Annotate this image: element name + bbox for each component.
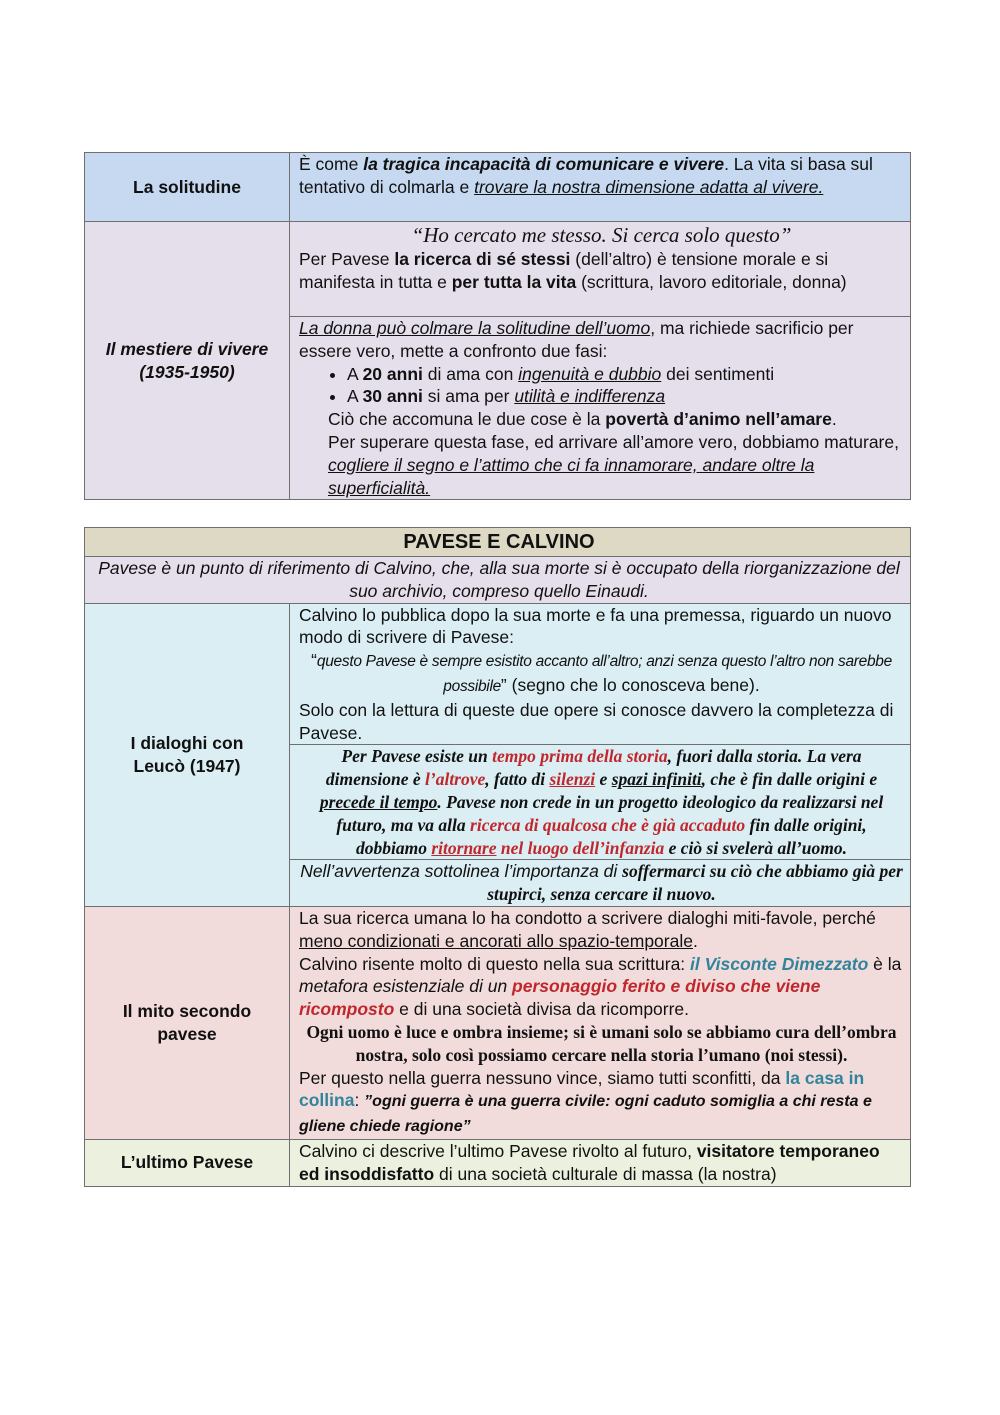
text-span: e di una società divisa da ricomporre. [394,999,690,1020]
text-span: Ciò che accomuna le due cose è la [328,409,606,430]
text-span: si ama per [422,386,515,407]
label-line: I dialoghi con [130,732,244,753]
text-span: trovare la nostra dimensione adatta al vivere. [474,176,824,197]
intro-text: Pavese è un punto di riferimento di Calvino, che, alla sua morte si è occupato della riorganizzazione del suo archivio, compreso quello Einaudi. [85,557,911,604]
text-span: personaggio ferito e diviso che viene ricomposto [299,976,821,1020]
mito-cell [290,906,911,1139]
text-span: . [831,409,837,430]
paragraph [299,907,904,953]
table-row [85,557,911,604]
text-span: tempo prima della storia [492,746,668,767]
dialoghi-premessa-cell [290,603,911,745]
text-span: per tutta la vita [451,271,577,292]
text-span: ingenuità e dubbio [518,363,662,384]
text-span: il Visconte Dimezzato [690,953,869,974]
label-line: Il mestiere di vivere [105,338,269,359]
row-label-dialoghi [85,603,290,906]
text-span: “ [311,650,317,671]
text-span: cogliere il segno e l’attimo che ci fa innamorare, andare oltre la superficialità. [328,454,815,498]
table-pavese-calvino [84,527,911,1187]
text-span: spazi infiniti [611,769,702,790]
text-span: questo Pavese è sempre esistito accanto all’altro; anzi senza questo l’altro non sarebbe possibile [316,653,892,695]
mestiere-ricerca-cell [290,222,911,317]
text-span: 30 anni [362,386,423,407]
table-row [85,906,911,1139]
section-title: PAVESE E CALVINO [85,528,911,557]
text-span: ”ogni guerra è una guerra civile: ogni caduto somiglia a chi resta e gliene chiede ragione” [299,1093,872,1136]
text-span: , ma richiede sacrificio per essere vero, mette a confronto due fasi: [299,318,854,361]
table-row [85,222,911,317]
list-item [347,385,904,408]
label-line: pavese [157,1023,217,1044]
dialoghi-storia-cell [290,745,911,860]
paragraph [299,649,904,699]
solitudine-text [290,153,911,222]
paragraph: Calvino lo pubblica dopo la sua morte e fa una premessa, riguardo un nuovo modo di scrivere di Pavese: [299,604,892,648]
paragraph: Ogni uomo è luce e ombra insieme; si è umani solo se abbiamo cura dell’ombra nostra, solo così possiamo cercare nella storia l’umano (noi stessi). [306,1021,897,1065]
text-span: A [347,363,363,384]
text-span: silenzi [549,769,596,790]
table-row [85,603,911,745]
text-span: visitatore temporaneo ed insoddisfatto [299,1140,880,1184]
row-label-solitudine: La solitudine [85,153,290,222]
text-span: (dell’altro) è tensione morale e si manifesta in tutta e [299,249,829,292]
text-span: La donna può colmare la solitudine dell’uomo [299,318,651,338]
text-span: povertà d’animo nell’amare [605,409,832,430]
text-span: precede il tempo [319,791,438,812]
table-row [85,1139,911,1186]
table-solitudine-mestiere [84,152,911,500]
paragraph [299,1067,904,1139]
row-label-mito [85,906,290,1139]
text-span: Per questo nella guerra nessuno vince, siamo tutti sconfitti, da [299,1067,786,1088]
text-span: ricerca di qualcosa che è già accaduto [470,814,746,835]
ultimo-cell [290,1139,911,1186]
text-span: ritornare [431,837,497,858]
text-span: metafora esistenziale di un [299,976,513,997]
text-span: La sua ricerca umana lo ha condotto a scrivere dialoghi miti-favole, perché [299,907,876,928]
paragraph [299,408,904,431]
label-line: (1935-1950) [139,361,235,382]
label-line: Leucò (1947) [133,755,241,776]
label-line: Il mito secondo [122,1001,252,1022]
row-label-mestiere [85,222,290,500]
text-span: meno condizionati e ancorati allo spazio-temporale [299,930,693,951]
text-span: e ciò si svelerà all’uomo. [664,837,847,858]
paragraph [299,248,904,294]
dialoghi-avvertenza-cell [290,860,911,907]
text-span: è la [868,953,902,974]
text-span: di ama con [422,363,519,384]
text-span: , fatto di [485,769,550,790]
text-span: soffermarci su ciò che abbiamo già per stupirci, senza cercare il nuovo. [487,861,903,905]
text-span: . La vita si basa sul tentativo di colmarla e [299,154,873,197]
row-label-ultimo: L’ultimo Pavese [85,1139,290,1186]
table-row [85,153,911,222]
text-span: l’altrove [425,769,486,790]
text-span: , fuori dalla storia. La vera dimensione è [325,746,862,790]
text-span: Per superare questa fase, ed arrivare all’amore vero, dobbiamo maturare, [328,431,899,452]
text-span: Calvino ci descrive l’ultimo Pavese rivolto al futuro, [299,1140,697,1161]
text-span: (scrittura, lavoro editoriale, donna) [576,271,847,292]
text-span: Calvino risente molto di questo nella sua scrittura: [299,953,691,974]
mestiere-donna-cell [290,317,911,500]
text-span: Per Pavese [299,249,395,269]
text-span: e [595,769,612,790]
text-span: , che è fin dalle origini e [701,769,878,790]
text-span: Per Pavese esiste un [341,746,493,767]
text-span: dei sentimenti [661,363,775,384]
list-item [347,363,904,386]
text-span: Nell’avvertenza sottolinea l’importanza di [300,861,623,882]
bullet-list [299,363,904,409]
text-span: : [354,1090,365,1111]
text-span: nel luogo dell’infanzia [496,837,665,858]
paragraph [299,953,904,1021]
text-span: la casa in collina [299,1067,865,1111]
text-span: utilità e indifferenza [514,386,666,407]
text-span: 20 anni [362,363,423,384]
paragraph [299,317,904,363]
text-span: A [347,386,363,407]
text-span: fin dalle origini, dobbiamo [355,814,867,858]
text-span: la tragica incapacità di comunicare e vivere [363,154,725,174]
paragraph [299,431,904,499]
quote: “Ho cercato me stesso. Si cerca solo questo” [411,223,792,247]
text-span: . [692,930,698,951]
paragraph: Solo con la lettura di queste due opere si conosce davvero la completezza di Pavese. [299,699,894,743]
table-row [85,528,911,557]
text-span: di una società culturale di massa (la nostra) [434,1163,777,1184]
text-span: ” (segno che lo conosceva bene). [500,674,760,695]
text-span: È come [299,154,364,174]
text-span: la ricerca di sé stessi [394,249,571,269]
text-span: . Pavese non crede in un progetto ideologico da realizzarsi nel futuro, ma va alla [336,791,884,835]
